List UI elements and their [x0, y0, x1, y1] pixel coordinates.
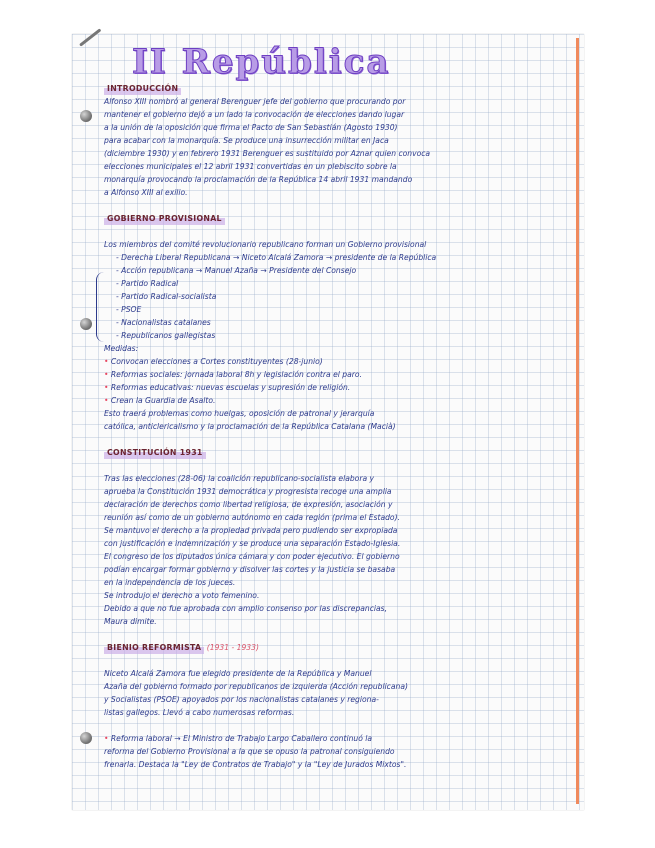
binder-hole	[80, 110, 92, 122]
list-item: - Acción republicana → Manuel Azaña → Presidente del Consejo	[116, 266, 357, 275]
text-line: a Alfonso XIII al exilio.	[104, 188, 188, 197]
list-item: - Nacionalistas catalanes	[116, 318, 211, 327]
text-line: con justificación e indemnización y se produce una separación Estado-Iglesia.	[104, 539, 401, 548]
list-item: • Reformas educativas: nuevas escuelas y supresión de religión.	[104, 383, 351, 392]
list-item: • Reformas sociales: jornada laboral 8h y legislación contra el paro.	[104, 370, 362, 379]
constitucion-heading: CONSTITUCIÓN 1931	[104, 446, 206, 459]
text-line: declaración de derechos como libertad religiosa, de expresión, asociación y	[104, 500, 393, 509]
text-line: Maura dimite.	[104, 617, 157, 626]
list-item: • Convocan elecciones a Cortes constituyentes (28-junio)	[104, 357, 323, 366]
text-line: El congreso de los diputados única cámara y con poder ejecutivo. El gobierno	[104, 552, 400, 561]
text-line: Esto traerá problemas como huelgas, oposición de patronal y jerarquía	[104, 409, 375, 418]
text-line: católica, anticlericalismo y la proclamación de la República Catalana (Macià)	[104, 422, 396, 431]
text-line: a la unión de la oposición que firma el Pacto de San Sebastián (Agosto 1930)	[104, 123, 398, 132]
text-line: Azaña del gobierno formado por republicanos de izquierda (Acción republicana)	[104, 682, 408, 691]
text-line: Los miembros del comité revolucionario republicano forman un Gobierno provisional	[104, 240, 427, 249]
text-line: listas gallegos. Llevó a cabo numerosas reformas.	[104, 708, 295, 717]
gobierno-heading: GOBIERNO PROVISIONAL	[104, 212, 225, 225]
list-item: • Crean la Guardia de Asalto.	[104, 396, 216, 405]
gobierno-section	[104, 238, 574, 433]
text-line: Niceto Alcalá Zamora fue elegido presidente de la República y Manuel	[104, 669, 372, 678]
text-line: y Socialistas (PSOE) apoyados por los nacionalistas catalanes y regiona-	[104, 695, 379, 704]
text-line: elecciones municipales el 12 abril 1931 convertidas en un plebiscito sobre la	[104, 162, 397, 171]
margin-line	[576, 38, 579, 804]
text-line: Debido a que no fue aprobada con amplio consenso por las discrepancias,	[104, 604, 388, 613]
text-line: reforma del Gobierno Provisional a la que se opuso la patronal consiguiendo	[104, 747, 395, 756]
text-line: mantener el gobierno dejó a un lado la convocación de elecciones dando lugar	[104, 110, 405, 119]
text-line: Tras las elecciones (28-06) la coalición republicano-socialista elabora y	[104, 474, 375, 483]
list-item: - Partido Radical-socialista	[116, 292, 217, 301]
list-item: - Republicanos gallegistas	[116, 331, 216, 340]
bienio-heading: BIENIO REFORMISTA	[104, 641, 204, 654]
medidas-label: Medidas:	[104, 344, 139, 353]
text-line: Se mantuvo el derecho a la propiedad privada pero pudiendo ser expropiada	[104, 526, 398, 535]
members-list	[104, 251, 574, 342]
list-item: - Partido Radical	[116, 279, 179, 288]
bienio-dates: (1931 - 1933)	[206, 643, 259, 652]
text-line: podían encargar formar gobierno y disolver las cortes y la justicia se basaba	[104, 565, 396, 574]
text-line: reunión así como de un gobierno autónomo en cada región (prima el Estado).	[104, 513, 400, 522]
page-title: II República	[132, 42, 391, 82]
constitucion-section	[104, 472, 574, 628]
text-line: frenarla. Destaca la "Ley de Contratos de Trabajo" y la "Ley de Jurados Mixtos".	[104, 760, 407, 769]
binder-hole	[80, 318, 92, 330]
text-line: Alfonso XIII nombró al general Berenguer jefe del gobierno que procurando por	[104, 97, 406, 106]
text-line: en la independencia de los jueces.	[104, 578, 236, 587]
intro-section	[104, 95, 574, 199]
binder-hole	[80, 732, 92, 744]
text-line: para acabar con la monarquía. Se produce una insurrección militar en Jaca	[104, 136, 389, 145]
text-line: monarquía provocando la proclamación de la República 14 abril 1931 mandando	[104, 175, 413, 184]
text-line: • Reforma laboral → El Ministro de Trabajo Largo Caballero continuó la	[104, 734, 373, 743]
text-line: (diciembre 1930) y en febrero 1931 Berenguer es sustituido por Aznar quien convoca	[104, 149, 431, 158]
bienio-heading-row	[104, 641, 574, 654]
intro-heading: INTRODUCCIÓN	[104, 82, 181, 95]
list-item: - PSOE	[116, 305, 142, 314]
list-item: - Derecha Liberal Republicana → Niceto Alcalá Zamora → presidente de la República	[116, 253, 437, 262]
bienio-section	[104, 667, 574, 771]
notes-content	[104, 82, 574, 771]
text-line: aprueba la Constitución 1931 democrática y progresista recoge una amplia	[104, 487, 392, 496]
text-line: Se introdujo el derecho a voto femenino.	[104, 591, 260, 600]
